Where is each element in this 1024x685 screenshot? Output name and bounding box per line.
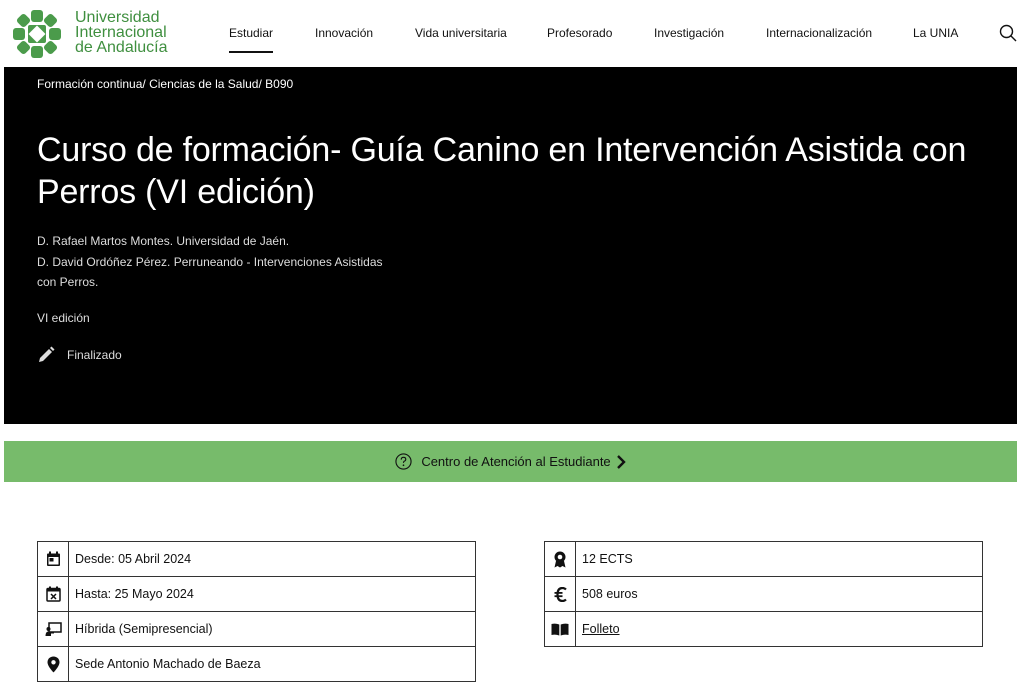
university-name[interactable] — [75, 10, 168, 55]
course-hero — [4, 67, 1017, 424]
course-edition: VI edición — [37, 311, 90, 325]
brand-line-3: de Andalucía — [75, 39, 168, 56]
table-row — [545, 612, 983, 647]
chevron-right-icon — [616, 455, 626, 469]
calendar-icon — [46, 551, 61, 567]
table-row — [38, 612, 476, 647]
author-line: D. David Ordóñez Pérez. Perruneando - Intervenciones Asistidas con Perros. — [37, 254, 383, 289]
nav-item-internacionalizacion[interactable]: Internacionalización — [766, 26, 873, 40]
end-date: Hasta: 25 Mayo 2024 — [69, 577, 476, 612]
site-header — [0, 0, 1024, 67]
table-row — [38, 577, 476, 612]
award-icon — [553, 551, 567, 568]
author-line: D. Rafael Martos Montes. Universidad de Jaén. — [37, 234, 290, 248]
location-pin-icon — [47, 656, 60, 673]
table-row — [38, 542, 476, 577]
calendar-x-icon — [46, 586, 61, 602]
search-icon[interactable] — [999, 24, 1017, 42]
book-icon — [551, 623, 569, 636]
nav-item-innovacion[interactable]: Innovación — [315, 26, 374, 40]
help-bar-label: Centro de Atención al Estudiante — [421, 454, 611, 469]
breadcrumb — [37, 77, 293, 91]
pencil-icon — [37, 346, 55, 364]
table-row — [545, 577, 983, 612]
student-help-bar[interactable] — [4, 441, 1017, 482]
breadcrumb-item: B090 — [265, 77, 294, 91]
brand-line-1: Universidad — [75, 9, 160, 26]
brochure-link[interactable]: Folleto — [582, 622, 620, 636]
breadcrumb-item[interactable]: Formación continua/ — [37, 77, 146, 91]
course-title: Curso de formación- Guía Canino en Intervención Asistida con Perros (VI edición) — [37, 131, 967, 211]
price: 508 euros — [576, 577, 983, 612]
ects-credits: 12 ECTS — [576, 542, 983, 577]
brand-line-2: Internacional — [75, 24, 167, 41]
nav-item-estudiar[interactable]: Estudiar — [229, 26, 274, 40]
breadcrumb-item[interactable]: Ciencias de la Salud/ — [149, 77, 262, 91]
question-circle-icon — [395, 453, 412, 470]
start-date: Desde: 05 Abril 2024 — [69, 542, 476, 577]
course-authors — [37, 231, 397, 293]
nav-item-investigacion[interactable]: Investigación — [654, 26, 725, 40]
nav-item-profesorado[interactable]: Profesorado — [547, 26, 613, 40]
status-label: Finalizado — [67, 348, 122, 362]
nav-item-vida-universitaria[interactable]: Vida universitaria — [415, 26, 507, 40]
nav-item-la-unia[interactable]: La UNIA — [913, 26, 959, 40]
course-status — [37, 346, 122, 364]
table-row — [38, 647, 476, 682]
university-logo[interactable] — [11, 8, 63, 60]
modality: Híbrida (Semipresencial) — [69, 612, 476, 647]
table-row — [545, 542, 983, 577]
presentation-icon — [45, 622, 62, 637]
course-dates-table — [37, 541, 476, 682]
euro-icon — [554, 587, 567, 602]
course-info-table — [544, 541, 983, 647]
venue: Sede Antonio Machado de Baeza — [69, 647, 476, 682]
